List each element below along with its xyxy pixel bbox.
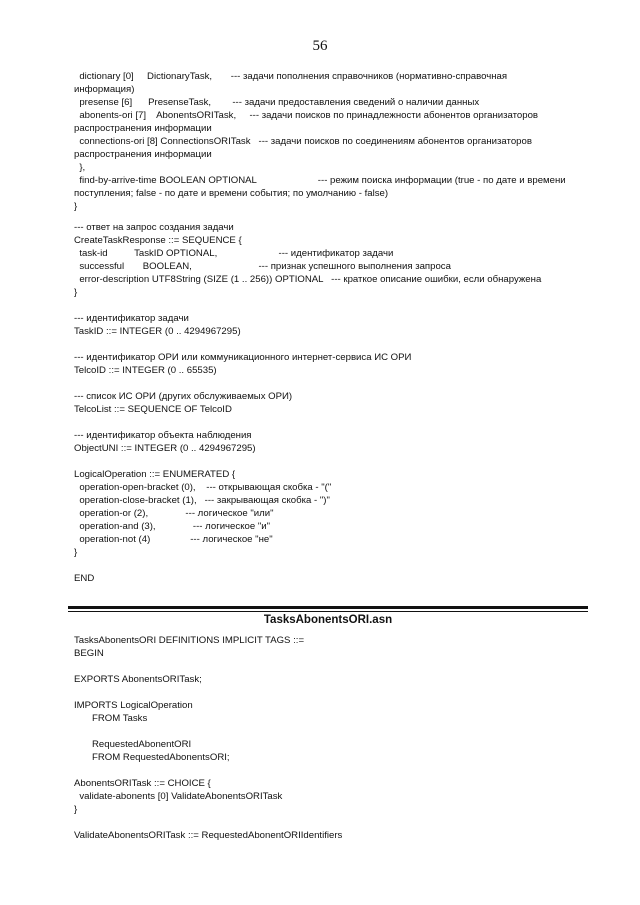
code-line: TelcoList ::= SEQUENCE OF TelcoID bbox=[74, 404, 232, 415]
code-line: } bbox=[74, 547, 78, 558]
code-line: распространения информации bbox=[74, 123, 212, 134]
asn-listing-top bbox=[74, 70, 574, 585]
end-keyword: END bbox=[74, 573, 95, 584]
code-line: TasksAbonentsORI DEFINITIONS IMPLICIT TAGS ::= bbox=[74, 635, 305, 646]
code-line: BEGIN bbox=[74, 648, 104, 659]
code-line: FROM RequestedAbonentsORI; bbox=[92, 752, 230, 763]
code-line: operation-not (4) --- логическое "не" bbox=[74, 534, 273, 545]
asn-listing-section bbox=[74, 634, 574, 842]
code-line: presense [6] PresenseTask, --- задачи предоставления сведений о наличии данных bbox=[74, 97, 480, 108]
comment-line: --- список ИС ОРИ (других обслуживаемых ОРИ) bbox=[74, 391, 293, 402]
code-line: }, bbox=[74, 162, 86, 173]
code-line: LogicalOperation ::= ENUMERATED { bbox=[74, 469, 236, 480]
code-line: task-id TaskID OPTIONAL, --- идентификатор задачи bbox=[74, 248, 394, 259]
code-line: operation-close-bracket (1), --- закрывающая скобка - ")" bbox=[74, 495, 330, 506]
code-line: operation-or (2), --- логическое "или" bbox=[74, 508, 274, 519]
code-line: validate-abonents [0] ValidateAbonentsORITask bbox=[74, 791, 283, 802]
code-line: } bbox=[74, 804, 78, 815]
code-line: connections-ori [8] ConnectionsORITask --- задачи поисков по соединениям абонентов организаторов bbox=[74, 136, 532, 147]
code-line: FROM Tasks bbox=[92, 713, 148, 724]
comment-line: --- идентификатор объекта наблюдения bbox=[74, 430, 252, 441]
code-line: AbonentsORITask ::= CHOICE { bbox=[74, 778, 211, 789]
code-line: TelcoID ::= INTEGER (0 .. 65535) bbox=[74, 365, 217, 376]
code-line: dictionary [0] DictionaryTask, --- задачи пополнения справочников (нормативно-справочная bbox=[74, 71, 508, 82]
code-line: } bbox=[74, 201, 78, 212]
code-line: successful BOOLEAN, --- признак успешного выполнения запроса bbox=[74, 261, 451, 272]
section-divider bbox=[68, 606, 588, 609]
code-line: распространения информации bbox=[74, 149, 212, 160]
code-line: abonents-ori [7] AbonentsORITask, --- задачи поисков по принадлежности абонентов организаторов bbox=[74, 110, 539, 121]
code-line: operation-open-bracket (0), --- открывающая скобка - "(" bbox=[74, 482, 332, 493]
code-line: TaskID ::= INTEGER (0 .. 4294967295) bbox=[74, 326, 241, 337]
code-line: } bbox=[74, 287, 78, 298]
code-line: RequestedAbonentORI bbox=[92, 739, 192, 750]
comment-line: --- идентификатор ОРИ или коммуникационного интернет-сервиса ИС ОРИ bbox=[74, 352, 412, 363]
code-line: IMPORTS LogicalOperation bbox=[74, 700, 193, 711]
comment-line: --- идентификатор задачи bbox=[74, 313, 189, 324]
code-line: find-by-arrive-time BOOLEAN OPTIONAL --- режим поиска информации (true - по дате и времени bbox=[74, 175, 566, 186]
code-line: error-description UTF8String (SIZE (1 .. 256)) OPTIONAL --- краткое описание ошибки, если обнаружена bbox=[74, 274, 542, 285]
code-line: operation-and (3), --- логическое "и" bbox=[74, 521, 271, 532]
code-line: CreateTaskResponse ::= SEQUENCE { bbox=[74, 235, 242, 246]
code-line: поступления; false - по дате и времени события; по умолчанию - false) bbox=[74, 188, 389, 199]
code-line: информация) bbox=[74, 84, 135, 95]
page-number: 56 bbox=[312, 38, 328, 54]
section-title: TasksAbonentsORI.asn bbox=[263, 614, 393, 626]
code-line: ValidateAbonentsORITask ::= RequestedAbonentORIIdentifiers bbox=[74, 830, 343, 841]
code-line: ObjectUNI ::= INTEGER (0 .. 4294967295) bbox=[74, 443, 256, 454]
code-line: EXPORTS AbonentsORITask; bbox=[74, 674, 202, 685]
comment-line: --- ответ на запрос создания задачи bbox=[74, 222, 234, 233]
